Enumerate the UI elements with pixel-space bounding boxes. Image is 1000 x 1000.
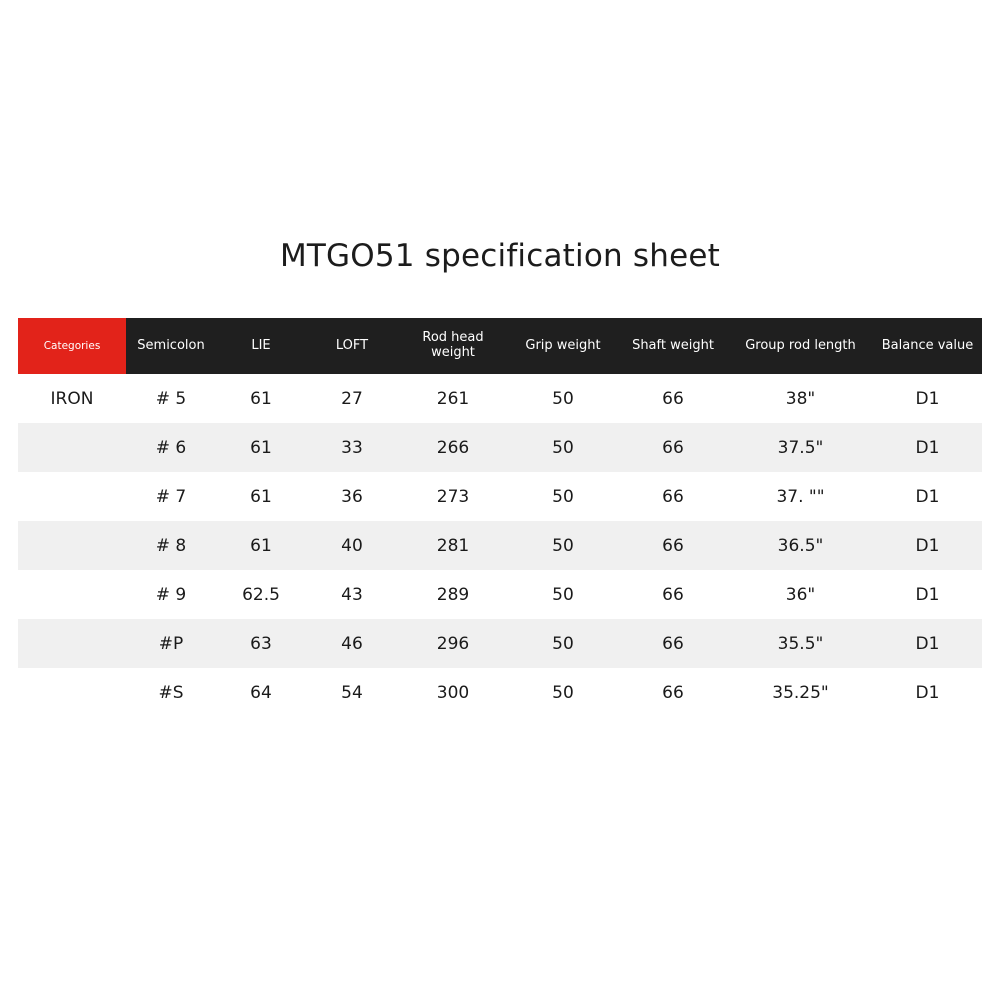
- cell-rod-head-weight: 296: [398, 619, 508, 668]
- column-header-group-rod-length: Group rod length: [728, 318, 873, 374]
- cell-shaft-weight: 66: [618, 423, 728, 472]
- column-header-loft: LOFT: [306, 318, 398, 374]
- cell-group-rod-length: 38": [728, 374, 873, 423]
- cell-balance-value: D1: [873, 374, 982, 423]
- column-header-balance-value: Balance value: [873, 318, 982, 374]
- cell-loft: 36: [306, 472, 398, 521]
- cell-semicolon: # 5: [126, 374, 216, 423]
- cell-category: IRON: [18, 374, 126, 423]
- cell-semicolon: # 7: [126, 472, 216, 521]
- cell-category: [18, 423, 126, 472]
- cell-semicolon: #P: [126, 619, 216, 668]
- cell-grip-weight: 50: [508, 668, 618, 717]
- table-body: [18, 374, 982, 717]
- cell-category: [18, 619, 126, 668]
- cell-group-rod-length: 36": [728, 570, 873, 619]
- table-row: [18, 619, 982, 668]
- column-header-grip-weight: Grip weight: [508, 318, 618, 374]
- cell-loft: 43: [306, 570, 398, 619]
- table-row: [18, 668, 982, 717]
- cell-shaft-weight: 66: [618, 668, 728, 717]
- cell-group-rod-length: 37. "": [728, 472, 873, 521]
- table-row: [18, 570, 982, 619]
- cell-grip-weight: 50: [508, 521, 618, 570]
- cell-category: [18, 570, 126, 619]
- cell-lie: 64: [216, 668, 306, 717]
- cell-rod-head-weight: 266: [398, 423, 508, 472]
- cell-lie: 61: [216, 521, 306, 570]
- cell-semicolon: #S: [126, 668, 216, 717]
- cell-shaft-weight: 66: [618, 472, 728, 521]
- cell-semicolon: # 9: [126, 570, 216, 619]
- cell-balance-value: D1: [873, 668, 982, 717]
- column-header-categories: Categories: [18, 318, 126, 374]
- cell-loft: 54: [306, 668, 398, 717]
- cell-lie: 61: [216, 472, 306, 521]
- cell-rod-head-weight: 300: [398, 668, 508, 717]
- cell-semicolon: # 8: [126, 521, 216, 570]
- column-header-shaft-weight: Shaft weight: [618, 318, 728, 374]
- cell-rod-head-weight: 273: [398, 472, 508, 521]
- cell-category: [18, 668, 126, 717]
- table-row: [18, 374, 982, 423]
- cell-group-rod-length: 37.5": [728, 423, 873, 472]
- cell-loft: 40: [306, 521, 398, 570]
- cell-loft: 33: [306, 423, 398, 472]
- cell-balance-value: D1: [873, 619, 982, 668]
- cell-category: [18, 521, 126, 570]
- cell-balance-value: D1: [873, 570, 982, 619]
- cell-group-rod-length: 36.5": [728, 521, 873, 570]
- cell-group-rod-length: 35.25": [728, 668, 873, 717]
- cell-lie: 63: [216, 619, 306, 668]
- cell-lie: 61: [216, 374, 306, 423]
- cell-loft: 46: [306, 619, 398, 668]
- cell-balance-value: D1: [873, 472, 982, 521]
- cell-shaft-weight: 66: [618, 521, 728, 570]
- table-row: [18, 521, 982, 570]
- table-header: [18, 318, 982, 374]
- specification-table: [18, 318, 982, 717]
- cell-semicolon: # 6: [126, 423, 216, 472]
- table-row: [18, 472, 982, 521]
- cell-grip-weight: 50: [508, 619, 618, 668]
- column-header-semicolon: Semicolon: [126, 318, 216, 374]
- cell-grip-weight: 50: [508, 570, 618, 619]
- table-header-row: [18, 318, 982, 374]
- cell-balance-value: D1: [873, 423, 982, 472]
- column-header-lie: LIE: [216, 318, 306, 374]
- cell-lie: 61: [216, 423, 306, 472]
- specification-table-container: [18, 318, 982, 717]
- cell-grip-weight: 50: [508, 374, 618, 423]
- cell-grip-weight: 50: [508, 472, 618, 521]
- table-row: [18, 423, 982, 472]
- cell-shaft-weight: 66: [618, 619, 728, 668]
- column-header-rod-head-weight: Rod head weight: [398, 318, 508, 374]
- cell-balance-value: D1: [873, 521, 982, 570]
- cell-rod-head-weight: 261: [398, 374, 508, 423]
- cell-category: [18, 472, 126, 521]
- cell-shaft-weight: 66: [618, 374, 728, 423]
- cell-rod-head-weight: 289: [398, 570, 508, 619]
- cell-group-rod-length: 35.5": [728, 619, 873, 668]
- cell-grip-weight: 50: [508, 423, 618, 472]
- cell-rod-head-weight: 281: [398, 521, 508, 570]
- cell-loft: 27: [306, 374, 398, 423]
- page-title: MTGO51 specification sheet: [279, 238, 721, 274]
- cell-shaft-weight: 66: [618, 570, 728, 619]
- cell-lie: 62.5: [216, 570, 306, 619]
